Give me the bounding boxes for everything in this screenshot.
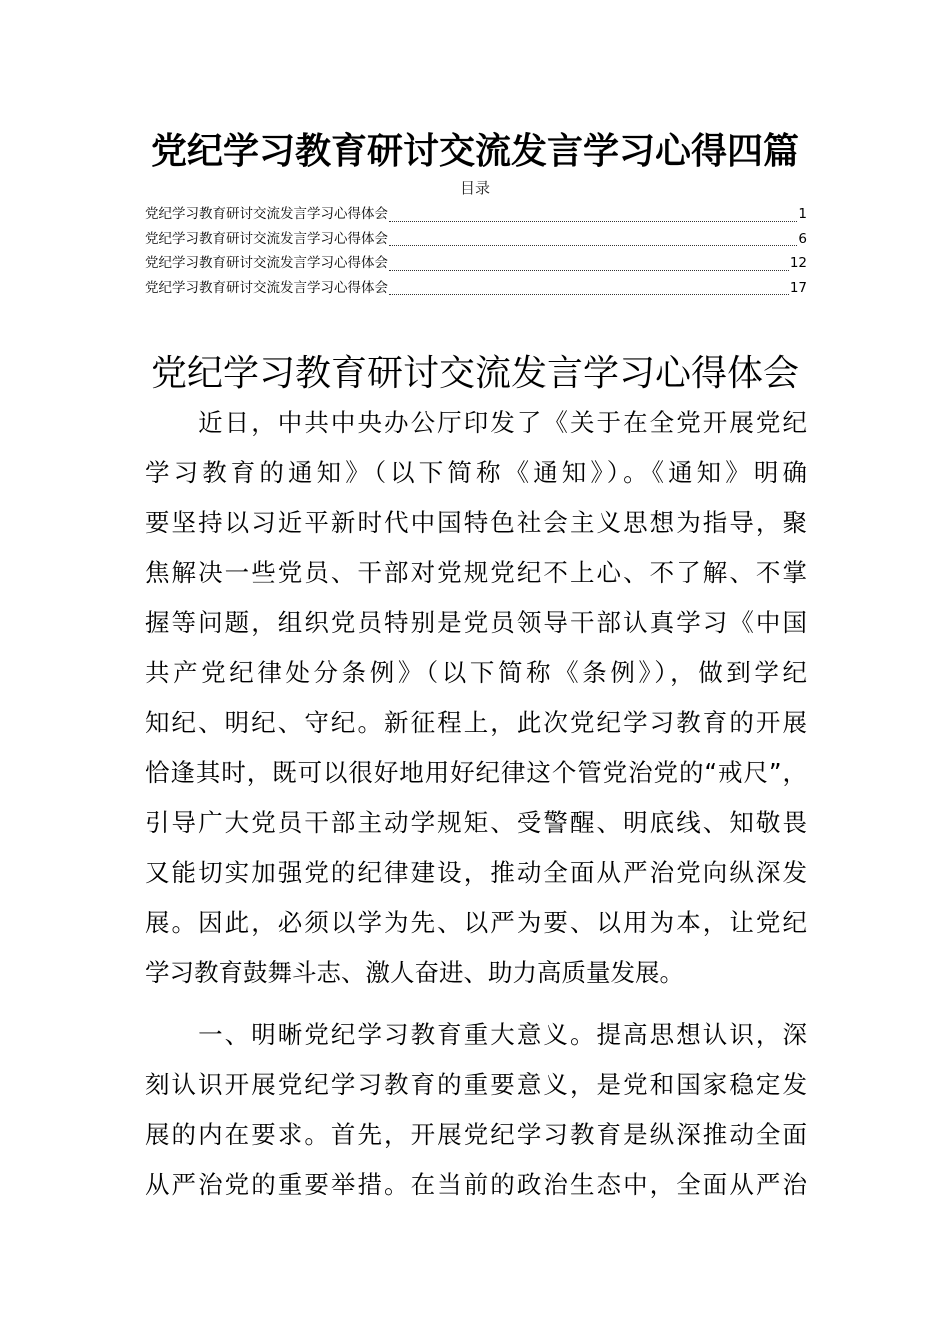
text-line: 近日，中共中央办公厅印发了《关于在全党开展党纪 bbox=[145, 408, 807, 437]
toc-leader-dots bbox=[389, 253, 789, 271]
main-title: 党纪学习教育研讨交流发言学习心得四篇 bbox=[150, 131, 799, 172]
paragraph-1 bbox=[145, 398, 807, 998]
text-line: 焦解决一些党员、干部对党规党纪不上心、不了解、不掌 bbox=[145, 558, 807, 587]
toc-leader-dots bbox=[389, 228, 797, 246]
text-line: 一、明晰党纪学习教育重大意义。提高思想认识，深 bbox=[145, 1020, 807, 1049]
toc-item-text: 党纪学习教育研讨交流发言学习心得体会 bbox=[145, 206, 388, 222]
toc-item-page: 12 bbox=[789, 255, 807, 271]
toc-item[interactable] bbox=[145, 251, 807, 276]
section-title: 党纪学习教育研讨交流发言学习心得体会 bbox=[150, 353, 799, 394]
text-line: 恰逢其时，既可以很好地用好纪律这个管党治党的“戒尺”， bbox=[145, 758, 807, 787]
toc-item-page: 17 bbox=[789, 279, 807, 296]
toc-leader-dots bbox=[389, 277, 789, 295]
text-line: 刻认识开展党纪学习教育的重要意义，是党和国家稳定发 bbox=[145, 1070, 807, 1099]
toc-item[interactable] bbox=[145, 227, 807, 252]
text-line: 共产党纪律处分条例》（以下简称《条例》），做到学纪 bbox=[145, 658, 807, 687]
toc-item[interactable] bbox=[145, 202, 807, 227]
toc-item-text: 党纪学习教育研讨交流发言学习心得体会 bbox=[145, 230, 388, 247]
toc-leader-dots bbox=[389, 204, 797, 222]
text-line: 要坚持以习近平新时代中国特色社会主义思想为指导，聚 bbox=[145, 508, 807, 537]
toc-heading: 目录 bbox=[459, 179, 490, 197]
text-line: 引导广大党员干部主动学规矩、受警醒、明底线、知敬畏 bbox=[145, 808, 807, 837]
paragraph-2 bbox=[145, 1010, 807, 1210]
text-line: 又能切实加强党的纪律建设，推动全面从严治党向纵深发 bbox=[145, 858, 807, 887]
text-line: 展的内在要求。首先，开展党纪学习教育是纵深推动全面 bbox=[145, 1120, 807, 1149]
text-line: 知纪、明纪、守纪。新征程上，此次党纪学习教育的开展 bbox=[145, 708, 807, 737]
toc-item-text: 党纪学习教育研讨交流发言学习心得体会 bbox=[145, 255, 388, 271]
text-line: 展。因此，必须以学为先、以严为要、以用为本，让党纪 bbox=[145, 908, 807, 937]
paragraph-gap bbox=[145, 998, 807, 1010]
toc-item[interactable] bbox=[145, 276, 807, 301]
text-line: 从严治党的重要举措。在当前的政治生态中，全面从严治 bbox=[145, 1170, 807, 1199]
body-text bbox=[145, 398, 807, 1210]
text-line: 握等问题，组织党员特别是党员领导干部认真学习《中国 bbox=[145, 608, 807, 637]
toc-item-page: 1 bbox=[798, 206, 807, 222]
table-of-contents bbox=[145, 202, 807, 300]
toc-item-page: 6 bbox=[798, 230, 807, 247]
text-line: 学习教育鼓舞斗志、激人奋进、助力高质量发展。 bbox=[145, 958, 684, 987]
text-line: 学习教育的通知》（以下简称《通知》）。《通知》明确 bbox=[145, 458, 807, 487]
toc-item-text: 党纪学习教育研讨交流发言学习心得体会 bbox=[145, 279, 388, 296]
